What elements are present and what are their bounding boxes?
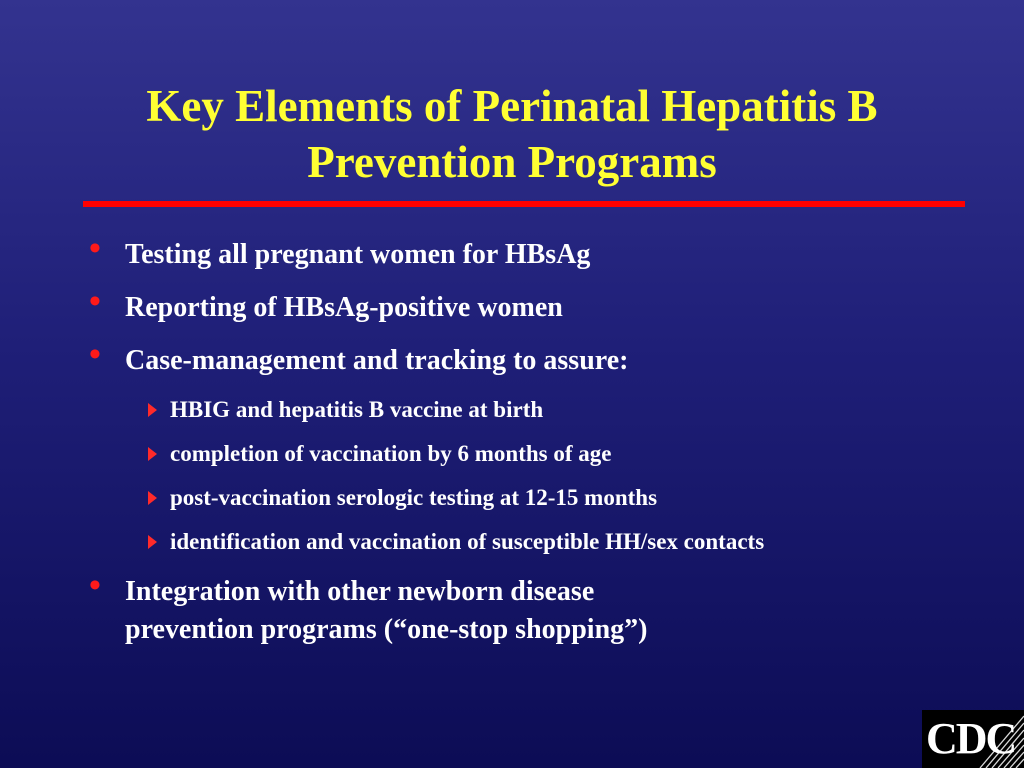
triangle-bullet-icon — [148, 491, 157, 505]
bullet-text-line-2: prevention programs (“one-stop shopping”) — [125, 614, 648, 645]
title-line-1: Key Elements of Perinatal Hepatitis B — [146, 81, 878, 131]
sub-bullet-item — [170, 483, 657, 513]
sub-bullet-item — [170, 527, 764, 557]
bullet-text: Testing all pregnant women for HBsAg — [125, 239, 591, 270]
sub-bullet-item — [170, 395, 543, 425]
bullet-text: Reporting of HBsAg-positive women — [125, 292, 563, 323]
bullet-text-line-1: Integration with other newborn disease — [125, 576, 595, 607]
triangle-bullet-icon — [148, 403, 157, 417]
bullet-item — [89, 283, 563, 327]
bullet-item — [89, 567, 648, 649]
sub-bullet-text: HBIG and hepatitis B vaccine at birth — [170, 397, 544, 422]
title-line-2: Prevention Programs — [307, 137, 717, 187]
bullet-dot-icon: • — [89, 567, 101, 604]
cdc-logo-text: CDC — [926, 714, 1016, 763]
bullet-item — [89, 336, 629, 380]
sub-bullet-text: identification and vaccination of susceptible HH/sex contacts — [170, 529, 765, 554]
triangle-bullet-icon — [148, 535, 157, 549]
bullet-dot-icon: • — [89, 283, 101, 320]
bullet-dot-icon: • — [89, 336, 101, 373]
bullet-item — [89, 230, 591, 274]
sub-bullet-text: post-vaccination serologic testing at 12-15 months — [170, 485, 658, 510]
triangle-bullet-icon — [148, 447, 157, 461]
sub-bullet-item — [170, 439, 611, 469]
cdc-logo — [922, 710, 1024, 768]
sub-bullet-text: completion of vaccination by 6 months of age — [170, 441, 612, 466]
bullet-text: Case-management and tracking to assure: — [125, 345, 629, 376]
bullet-dot-icon: • — [89, 230, 101, 267]
